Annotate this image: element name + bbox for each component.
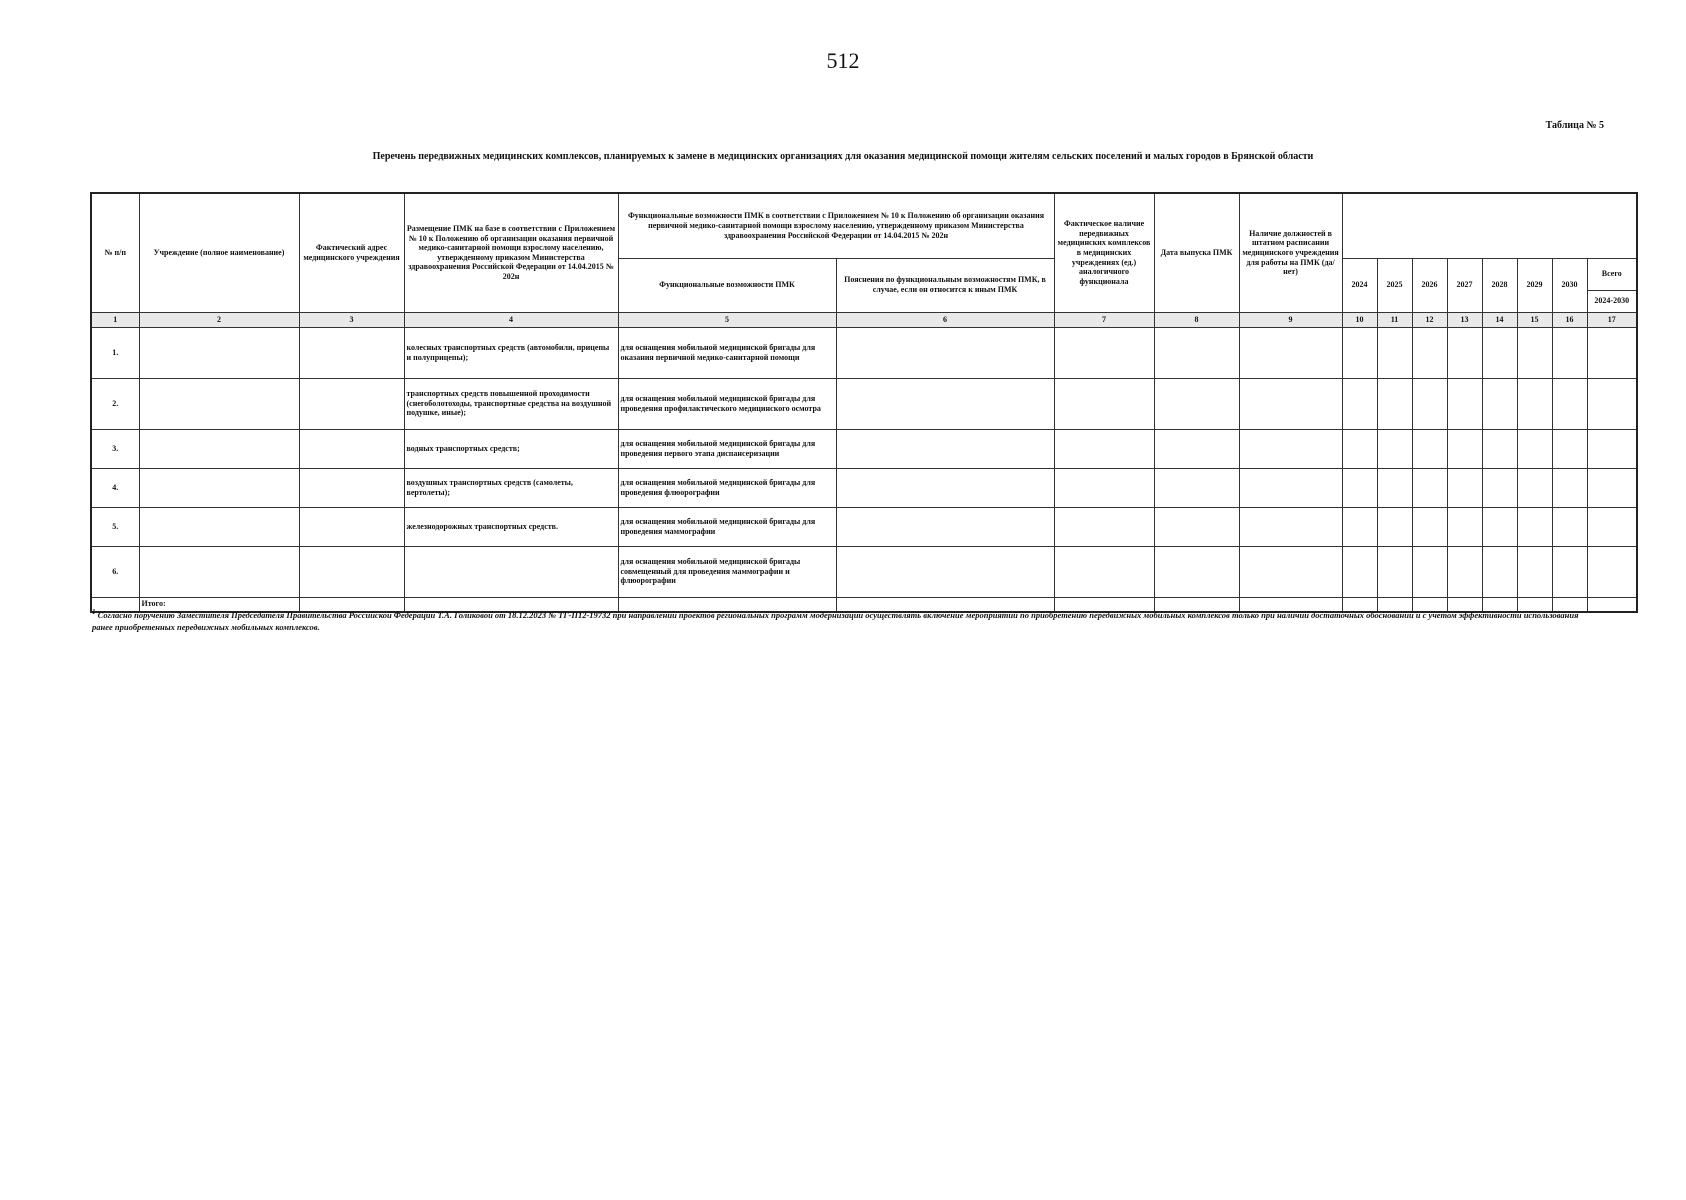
- functional-cell: для оснащения мобильной медицинской бригады совмещенный для проведения маммографии и флюорографии: [618, 546, 836, 597]
- year-cell: [1517, 507, 1552, 546]
- header-year: 2025: [1377, 258, 1412, 312]
- institution-cell: [139, 327, 299, 378]
- staff-cell: [1239, 546, 1342, 597]
- staff-cell: [1239, 507, 1342, 546]
- placement-cell: [404, 546, 618, 597]
- column-number: 16: [1552, 312, 1587, 327]
- release-date-cell: [1154, 468, 1239, 507]
- placement-cell: водных транспортных средств;: [404, 429, 618, 468]
- explanation-cell: [836, 378, 1054, 429]
- year-cell: [1412, 378, 1447, 429]
- year-cell: [1377, 507, 1412, 546]
- column-number: 3: [299, 312, 404, 327]
- total-cell: [1587, 468, 1637, 507]
- placement-cell: транспортных средств повышенной проходимости (снегоболотоходы, транспортные средства на воздушной подушке, иные);: [404, 378, 618, 429]
- explanation-cell: [836, 546, 1054, 597]
- row-number: 2.: [91, 378, 139, 429]
- year-cell: [1342, 546, 1377, 597]
- table-row: [91, 429, 1637, 468]
- row-number: 1.: [91, 327, 139, 378]
- header-functional-sub: Функциональные возможности ПМК: [618, 258, 836, 312]
- year-cell: [1552, 327, 1587, 378]
- table-row: [91, 327, 1637, 378]
- year-cell: [1377, 327, 1412, 378]
- column-number: 5: [618, 312, 836, 327]
- year-cell: [1447, 507, 1482, 546]
- placement-cell: железнодорожных транспортных средств.: [404, 507, 618, 546]
- row-number: 6.: [91, 546, 139, 597]
- year-cell: [1482, 468, 1517, 507]
- release-date-cell: [1154, 378, 1239, 429]
- year-cell: [1517, 378, 1552, 429]
- header-institution: Учреждение (полное наименование): [139, 193, 299, 312]
- table-label: Таблица № 5: [1545, 120, 1604, 131]
- year-cell: [1447, 546, 1482, 597]
- header-actual: Фактическое наличие передвижных медицинских комплексов в медицинских учреждениях (ед.) аналогичного функционала: [1054, 193, 1154, 312]
- column-number: 4: [404, 312, 618, 327]
- total-cell: [1587, 378, 1637, 429]
- address-cell: [299, 468, 404, 507]
- year-cell: [1482, 378, 1517, 429]
- functional-cell: для оснащения мобильной медицинской бригады для проведения маммографии: [618, 507, 836, 546]
- year-cell: [1482, 429, 1517, 468]
- year-cell: [1552, 468, 1587, 507]
- table-row: [91, 546, 1637, 597]
- release-date-cell: [1154, 507, 1239, 546]
- row-number: 5.: [91, 507, 139, 546]
- placement-cell: воздушных транспортных средств (самолеты, вертолеты);: [404, 468, 618, 507]
- functional-cell: для оснащения мобильной медицинской бригады для проведения первого этапа диспансеризации: [618, 429, 836, 468]
- year-cell: [1447, 468, 1482, 507]
- total-cell: [1587, 546, 1637, 597]
- year-cell: [1517, 327, 1552, 378]
- staff-cell: [1239, 468, 1342, 507]
- placement-cell: колесных транспортных средств (автомобили, прицепы и полуприцепы);: [404, 327, 618, 378]
- explanation-cell: [836, 507, 1054, 546]
- year-cell: [1342, 468, 1377, 507]
- column-number: 13: [1447, 312, 1482, 327]
- column-number: 17: [1587, 312, 1637, 327]
- header-year: 2030: [1552, 258, 1587, 312]
- explanation-cell: [836, 327, 1054, 378]
- year-cell: [1447, 429, 1482, 468]
- actual-cell: [1054, 546, 1154, 597]
- year-cell: [1552, 429, 1587, 468]
- year-cell: [1482, 327, 1517, 378]
- header-address: Фактический адрес медицинского учреждения: [299, 193, 404, 312]
- year-cell: [1482, 546, 1517, 597]
- header-staff: Наличие должностей в штатном расписании медицинского учреждения для работы на ПМК (да/нет): [1239, 193, 1342, 312]
- year-cell: [1342, 327, 1377, 378]
- header-functional: Функциональные возможности ПМК в соответствии с Приложением № 10 к Положению об организации оказания первичной медико-санитарной помощи взрослому населению, утвержденному приказом Министерства здравоохранения Российской Федерации от 14.04.2015 № 202н: [618, 193, 1054, 258]
- total-cell: [1587, 507, 1637, 546]
- column-number-row: [91, 312, 1637, 327]
- release-date-cell: [1154, 546, 1239, 597]
- staff-cell: [1239, 429, 1342, 468]
- functional-cell: для оснащения мобильной медицинской бригады для проведения профилактического медицинского осмотра: [618, 378, 836, 429]
- year-cell: [1552, 378, 1587, 429]
- footnote-text: Согласно поручению Заместителя Председателя Правительства Российской Федерации Т.А. Голиковой от 18.12.2023 № ТГ-П12-19732 при направлении проектов региональных программ модернизации осуществлять включение мероприятий по приобретению передвижных мобильных комплексов только при наличии достаточных обоснований и с учетом эффективности использования ранее приобретенных передвижных мобильных комплексов.: [92, 609, 1579, 633]
- actual-cell: [1054, 429, 1154, 468]
- actual-cell: [1054, 468, 1154, 507]
- year-cell: [1377, 378, 1412, 429]
- address-cell: [299, 507, 404, 546]
- pmk-table: [90, 192, 1638, 613]
- header-year: 2024: [1342, 258, 1377, 312]
- total-label: Итого:: [139, 597, 299, 612]
- actual-cell: [1054, 507, 1154, 546]
- address-cell: [299, 327, 404, 378]
- year-cell: [1552, 546, 1587, 597]
- release-date-cell: [1154, 327, 1239, 378]
- total-cell: [1587, 429, 1637, 468]
- header-year: 2028: [1482, 258, 1517, 312]
- staff-cell: [1239, 378, 1342, 429]
- column-number: 12: [1412, 312, 1447, 327]
- table-row: [91, 507, 1637, 546]
- total-cell: [1587, 327, 1637, 378]
- address-cell: [299, 378, 404, 429]
- address-cell: [299, 546, 404, 597]
- actual-cell: [1054, 327, 1154, 378]
- year-cell: [1447, 378, 1482, 429]
- year-cell: [1412, 507, 1447, 546]
- document-title: Перечень передвижных медицинских комплексов, планируемых к замене в медицинских организациях для оказания медицинской помощи жителям сельских поселений и малых городов в Брянской области: [372, 151, 1314, 162]
- column-number: 8: [1154, 312, 1239, 327]
- header-explanation: Пояснения по функциональным возможностям ПМК, в случае, если он относится к иным ПМК: [836, 258, 1054, 312]
- institution-cell: [139, 468, 299, 507]
- explanation-cell: [836, 468, 1054, 507]
- year-cell: [1482, 507, 1517, 546]
- table-row: [91, 378, 1637, 429]
- year-cell: [1447, 327, 1482, 378]
- column-number: 14: [1482, 312, 1517, 327]
- year-cell: [1412, 327, 1447, 378]
- explanation-cell: [836, 429, 1054, 468]
- header-year: 2026: [1412, 258, 1447, 312]
- column-number: 2: [139, 312, 299, 327]
- header-year: 2029: [1517, 258, 1552, 312]
- header-total: Всего: [1587, 258, 1637, 290]
- column-number: 1: [91, 312, 139, 327]
- footnote: [92, 607, 1592, 633]
- year-cell: [1412, 546, 1447, 597]
- column-number: 11: [1377, 312, 1412, 327]
- year-cell: [1517, 429, 1552, 468]
- year-cell: [1517, 468, 1552, 507]
- functional-cell: для оснащения мобильной медицинской бригады для оказания первичной медико-санитарной помощи: [618, 327, 836, 378]
- year-cell: [1377, 468, 1412, 507]
- year-cell: [1552, 507, 1587, 546]
- institution-cell: [139, 546, 299, 597]
- year-cell: [1342, 429, 1377, 468]
- staff-cell: [1239, 327, 1342, 378]
- year-cell: [1517, 546, 1552, 597]
- header-num: № п/п: [91, 193, 139, 312]
- table-row: [91, 468, 1637, 507]
- year-cell: [1377, 429, 1412, 468]
- column-number: 6: [836, 312, 1054, 327]
- page-number: 512: [826, 48, 860, 73]
- year-cell: [1412, 468, 1447, 507]
- release-date-cell: [1154, 429, 1239, 468]
- functional-cell: для оснащения мобильной медицинской бригады для проведения флюорографии: [618, 468, 836, 507]
- actual-cell: [1054, 378, 1154, 429]
- year-cell: [1342, 378, 1377, 429]
- year-cell: [1342, 507, 1377, 546]
- row-number: 3.: [91, 429, 139, 468]
- header-total-period: 2024-2030: [1587, 290, 1637, 312]
- column-number: 7: [1054, 312, 1154, 327]
- total-row-cell: [1587, 597, 1637, 612]
- footnote-marker: 1: [92, 608, 96, 616]
- header-release-date: Дата выпуска ПМК: [1154, 193, 1239, 312]
- header-placement: Размещение ПМК на базе в соответствии с Приложением № 10 к Положению об организации оказания первичной медико-санитарной помощи взрослому населению, утвержденному приказом Министерства здравоохранения Российской Федерации от 14.04.2015 № 202н: [404, 193, 618, 312]
- header-year: 2027: [1447, 258, 1482, 312]
- institution-cell: [139, 429, 299, 468]
- year-cell: [1377, 546, 1412, 597]
- column-number: 15: [1517, 312, 1552, 327]
- column-number: 9: [1239, 312, 1342, 327]
- year-cell: [1412, 429, 1447, 468]
- row-number: 4.: [91, 468, 139, 507]
- institution-cell: [139, 378, 299, 429]
- address-cell: [299, 429, 404, 468]
- column-number: 10: [1342, 312, 1377, 327]
- institution-cell: [139, 507, 299, 546]
- header-years-group: [1342, 193, 1637, 258]
